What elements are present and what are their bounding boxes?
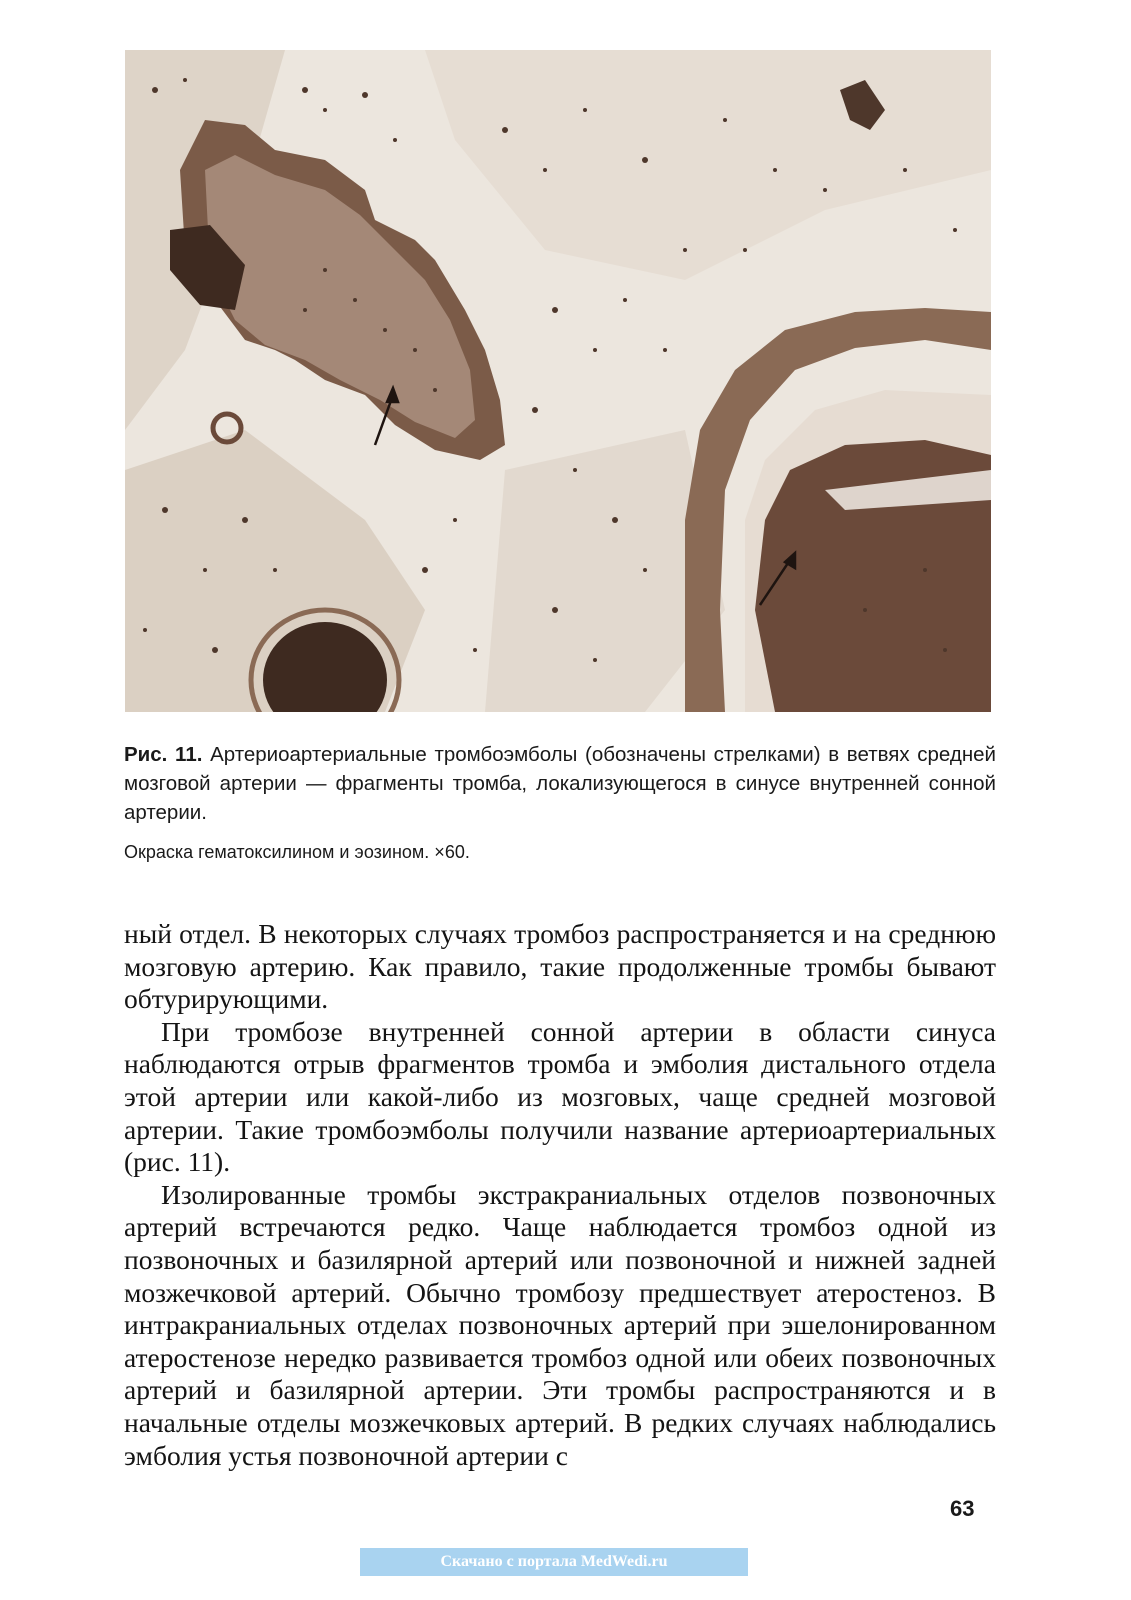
figure-caption xyxy=(124,740,996,827)
paragraph: ный отдел. В некоторых случаях тромбоз распространяется и на среднюю мозговую артерию. Как правило, такие продолженные тромбы бывают обтурирующими. xyxy=(124,918,996,1015)
micrograph-image xyxy=(125,50,991,712)
micrograph-figure xyxy=(125,50,991,712)
paragraph: При тромбозе внутренней сонной артерии в области синуса наблюдаются отрыв фрагментов тромба и эмболия дистального отдела этой артерии или какой-либо из мозговых, чаще средней мозговой артерии. Такие тромбоэмболы получили название артериоартериальных (рис. 11). xyxy=(124,1015,996,1178)
figure-caption-text: Артериоартериальные тромбоэмболы (обозначены стрелками) в ветвях средней мозговой артерии — фрагменты тромба, локализующегося в синусе внутренней сонной артерии. xyxy=(124,743,996,824)
body-text xyxy=(124,918,996,1472)
stain-note: Окраска гематоксилином и эозином. ×60. xyxy=(124,842,470,862)
download-watermark: Скачано с портала MedWedi.ru xyxy=(360,1548,748,1576)
page-number: 63 xyxy=(950,1496,975,1521)
figure-label: Рис. 11. xyxy=(124,743,203,766)
paragraph: Изолированные тромбы экстракраниальных отделов позвоночных артерий встречаются редко. Чаще наблюдается тромбоз одной из позвоночных и базилярной артерий или позвоночной и нижней задней мозжечковой артерий. Обычно тромбозу предшествует атеростеноз. В интракраниальных отделах позвоночных артерий при эшелонированном атеростенозе нередко развивается тромбоз одной или обеих позвоночных артерий и базилярной артерии. Эти тромбы распространяются и в начальные отделы мозжечковых артерий. В редких случаях наблюдались эмболия устья позвоночной артерии с xyxy=(124,1178,996,1471)
